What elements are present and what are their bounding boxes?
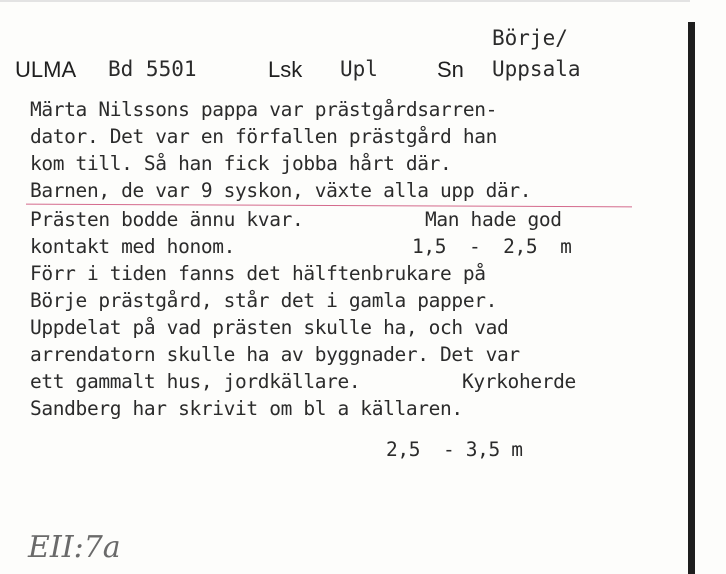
text-line-4: Barnen, de var 9 syskon, växte alla upp där. bbox=[30, 179, 532, 202]
text-line-12: Sandberg har skrivit om bl a källaren. bbox=[30, 397, 463, 420]
text-line-6: kontakt med honom. bbox=[30, 235, 236, 258]
record-number: Bd 5501 bbox=[108, 57, 197, 81]
socken-label: Sn bbox=[437, 57, 464, 82]
landskap-label: Lsk bbox=[268, 57, 303, 82]
text-line-7: Förr i tiden fanns det hälftenbrukare på bbox=[30, 262, 486, 285]
text-line-11: ett gammalt hus, jordkällare. bbox=[30, 370, 361, 393]
text-line-5-note: Man hade god bbox=[425, 208, 562, 231]
text-line-9: Uppdelat på vad prästen skulle ha, och vad bbox=[30, 316, 509, 339]
text-line-10: arrendatorn skulle ha av byggnader. Det var bbox=[30, 343, 520, 366]
text-line-11-note: Kyrkoherde bbox=[462, 370, 576, 393]
text-line-2: dator. Det var en förfallen prästgård han bbox=[30, 125, 497, 148]
highlight-underline bbox=[26, 204, 632, 208]
card-top-edge bbox=[0, 0, 690, 2]
socken-value: Uppsala bbox=[492, 57, 581, 81]
archive-code: ULMA bbox=[15, 57, 77, 82]
text-line-1: Märta Nilssons pappa var prästgårdsarren- bbox=[30, 98, 497, 121]
place-name: Börje/ bbox=[492, 26, 568, 50]
measurement-first: 1,5 - 2,5 m bbox=[412, 235, 572, 258]
measurement-second: 2,5 - 3,5 m bbox=[386, 438, 523, 461]
archive-stamp: EII:7a bbox=[28, 530, 121, 565]
landskap-value: Upl bbox=[340, 57, 378, 81]
card-right-edge bbox=[688, 22, 695, 574]
text-line-8: Börje prästgård, står det i gamla papper. bbox=[30, 289, 497, 312]
text-line-5: Prästen bodde ännu kvar. bbox=[30, 208, 304, 231]
text-line-3: kom till. Så han fick jobba hårt där. bbox=[30, 152, 452, 175]
